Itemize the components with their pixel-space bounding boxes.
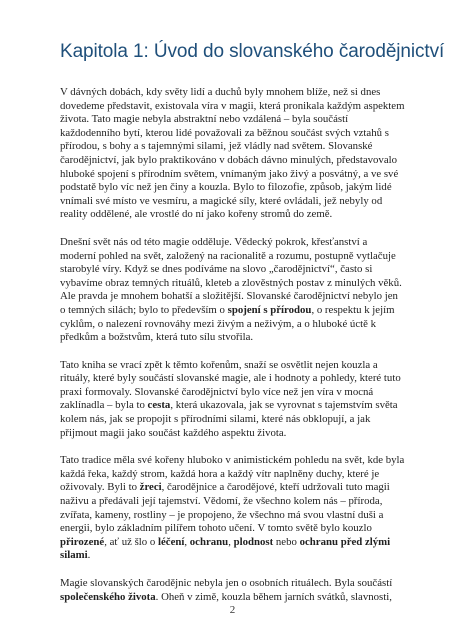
emphasis-prirozene: přirozené xyxy=(60,535,105,548)
emphasis-spojeni-s-prirodou: spojení s přírodou xyxy=(227,303,312,316)
paragraph-text: , ať už šlo o xyxy=(104,535,158,548)
emphasis-cesta: cesta xyxy=(147,399,171,412)
chapter-title: Kapitola 1: Úvod do slovanského čarodějnictví xyxy=(60,41,445,62)
emphasis-spolecenskeho-zivota: společenského života xyxy=(60,590,156,603)
paragraph-text: . xyxy=(87,549,91,562)
emphasis-zreci: žreci xyxy=(139,481,162,494)
paragraph-text: Tato kniha se vrací zpět k těmto kořenům, snaží se osvětlit nejen kouzla a rituály, které byly součástí slovanské magie, ale i hodnoty a pohledy, které tuto praxi formovaly. Slovanské čarodějnictví bylo více než jen víra v mocná zaklínadla – byla to xyxy=(60,358,401,412)
paragraph-text: nebo xyxy=(273,535,300,548)
paragraph-text: V dávných dobách, kdy světy lidí a duchů byly mnohem blíže, než si dnes dovedeme představit, existovala víra v magii, která pronikala každým aspektem života. Tato magie nebyla abstraktní nebo vzdálená – byla součástí každodenního bytí, kterou lidé považovali za běžnou součást svých vztahů s přírodou, s bohy a s tajemnými silami, jež vládly nad světem. Slovanské čarodějnictví, jak bylo praktikováno v dobách dávno minulých, představovalo hluboké spojení s přírodním světem, vnímaným jako živý a posvátný, a ve své podstatě bylo víc než jen činy a kouzla. Bylo to filozofie, způsob, jakým lidé vnímali své místo ve vesmíru, a magické síly, které ovládali, jež nebyly od reality oddělené, ale vrostlé do ní jako kořeny stromů do země. xyxy=(60,86,405,221)
paragraph-1 xyxy=(60,86,405,222)
paragraph-text: Magie slovanských čarodějnic nebyla jen o osobních rituálech. Byla součástí xyxy=(60,577,393,589)
emphasis-ochranu-pred-zlymi-silami: ochranu před zlými silami xyxy=(60,535,391,562)
paragraph-text: , xyxy=(228,535,234,548)
paragraph-5 xyxy=(60,577,405,604)
paragraph-text: . Oheň v zimě, kouzla během jarních svátků, slavnosti, xyxy=(155,590,392,603)
paragraph-3 xyxy=(60,359,405,441)
emphasis-leceni: léčení xyxy=(157,535,185,548)
emphasis-plodnost: plodnost xyxy=(233,535,274,548)
paragraph-4 xyxy=(60,454,405,563)
paragraph-text: , xyxy=(184,535,190,548)
paragraph-text: , čarodějnice a čarodějové, kteří udržovali tuto magii naživu a předávali její tajemství. Vědomí, že všechno kolem nás – příroda, zvířata, kameny, rostliny – je propojeno, že všechno má svou vlastní duši a energii, bylo základním pilířem tohoto učení. V tomto světě bylo kouzlo xyxy=(60,481,390,535)
emphasis-ochranu: ochranu xyxy=(189,535,229,548)
paragraph-text: Dnešní svět nás od této magie odděluje. Vědecký pokrok, křesťanství a moderní pohled na svět, založený na racionalitě a rozumu, postupně vytlačuje starobylé víry. Když se dnes podíváme na slovo „čarodějnictví“, často si vybavíme obraz temných rituálů, kleteb a zlověstných postav z minulých věků. Ale pravda je mnohem bohatší a složitější. Slovanské čarodějnictví nebylo jen o temných silách; bylo to především o xyxy=(60,235,402,316)
paragraph-text: , která ukazovala, jak se vyrovnat s tajemstvím světa kolem nás, jak se propojit s přírodními silami, které nás obklopují, a jak přijmout magii jako součást každého aspektu života. xyxy=(60,399,398,439)
paragraph-text: , o respektu k jejím cyklům, o nalezení rovnováhy mezi živým a neživým, a o hluboké úctě k předkům a božstvům, která tuto sílu stvořila. xyxy=(60,303,395,344)
paragraph-2 xyxy=(60,236,405,345)
paragraph-text: Tato tradice měla své kořeny hluboko v animistickém pohledu na svět, kde byla každá řeka, každý strom, každá hora a každý vítr naplněny duchy, které je oživovaly. Byli to xyxy=(60,454,405,494)
page-number: 2 xyxy=(229,604,236,616)
